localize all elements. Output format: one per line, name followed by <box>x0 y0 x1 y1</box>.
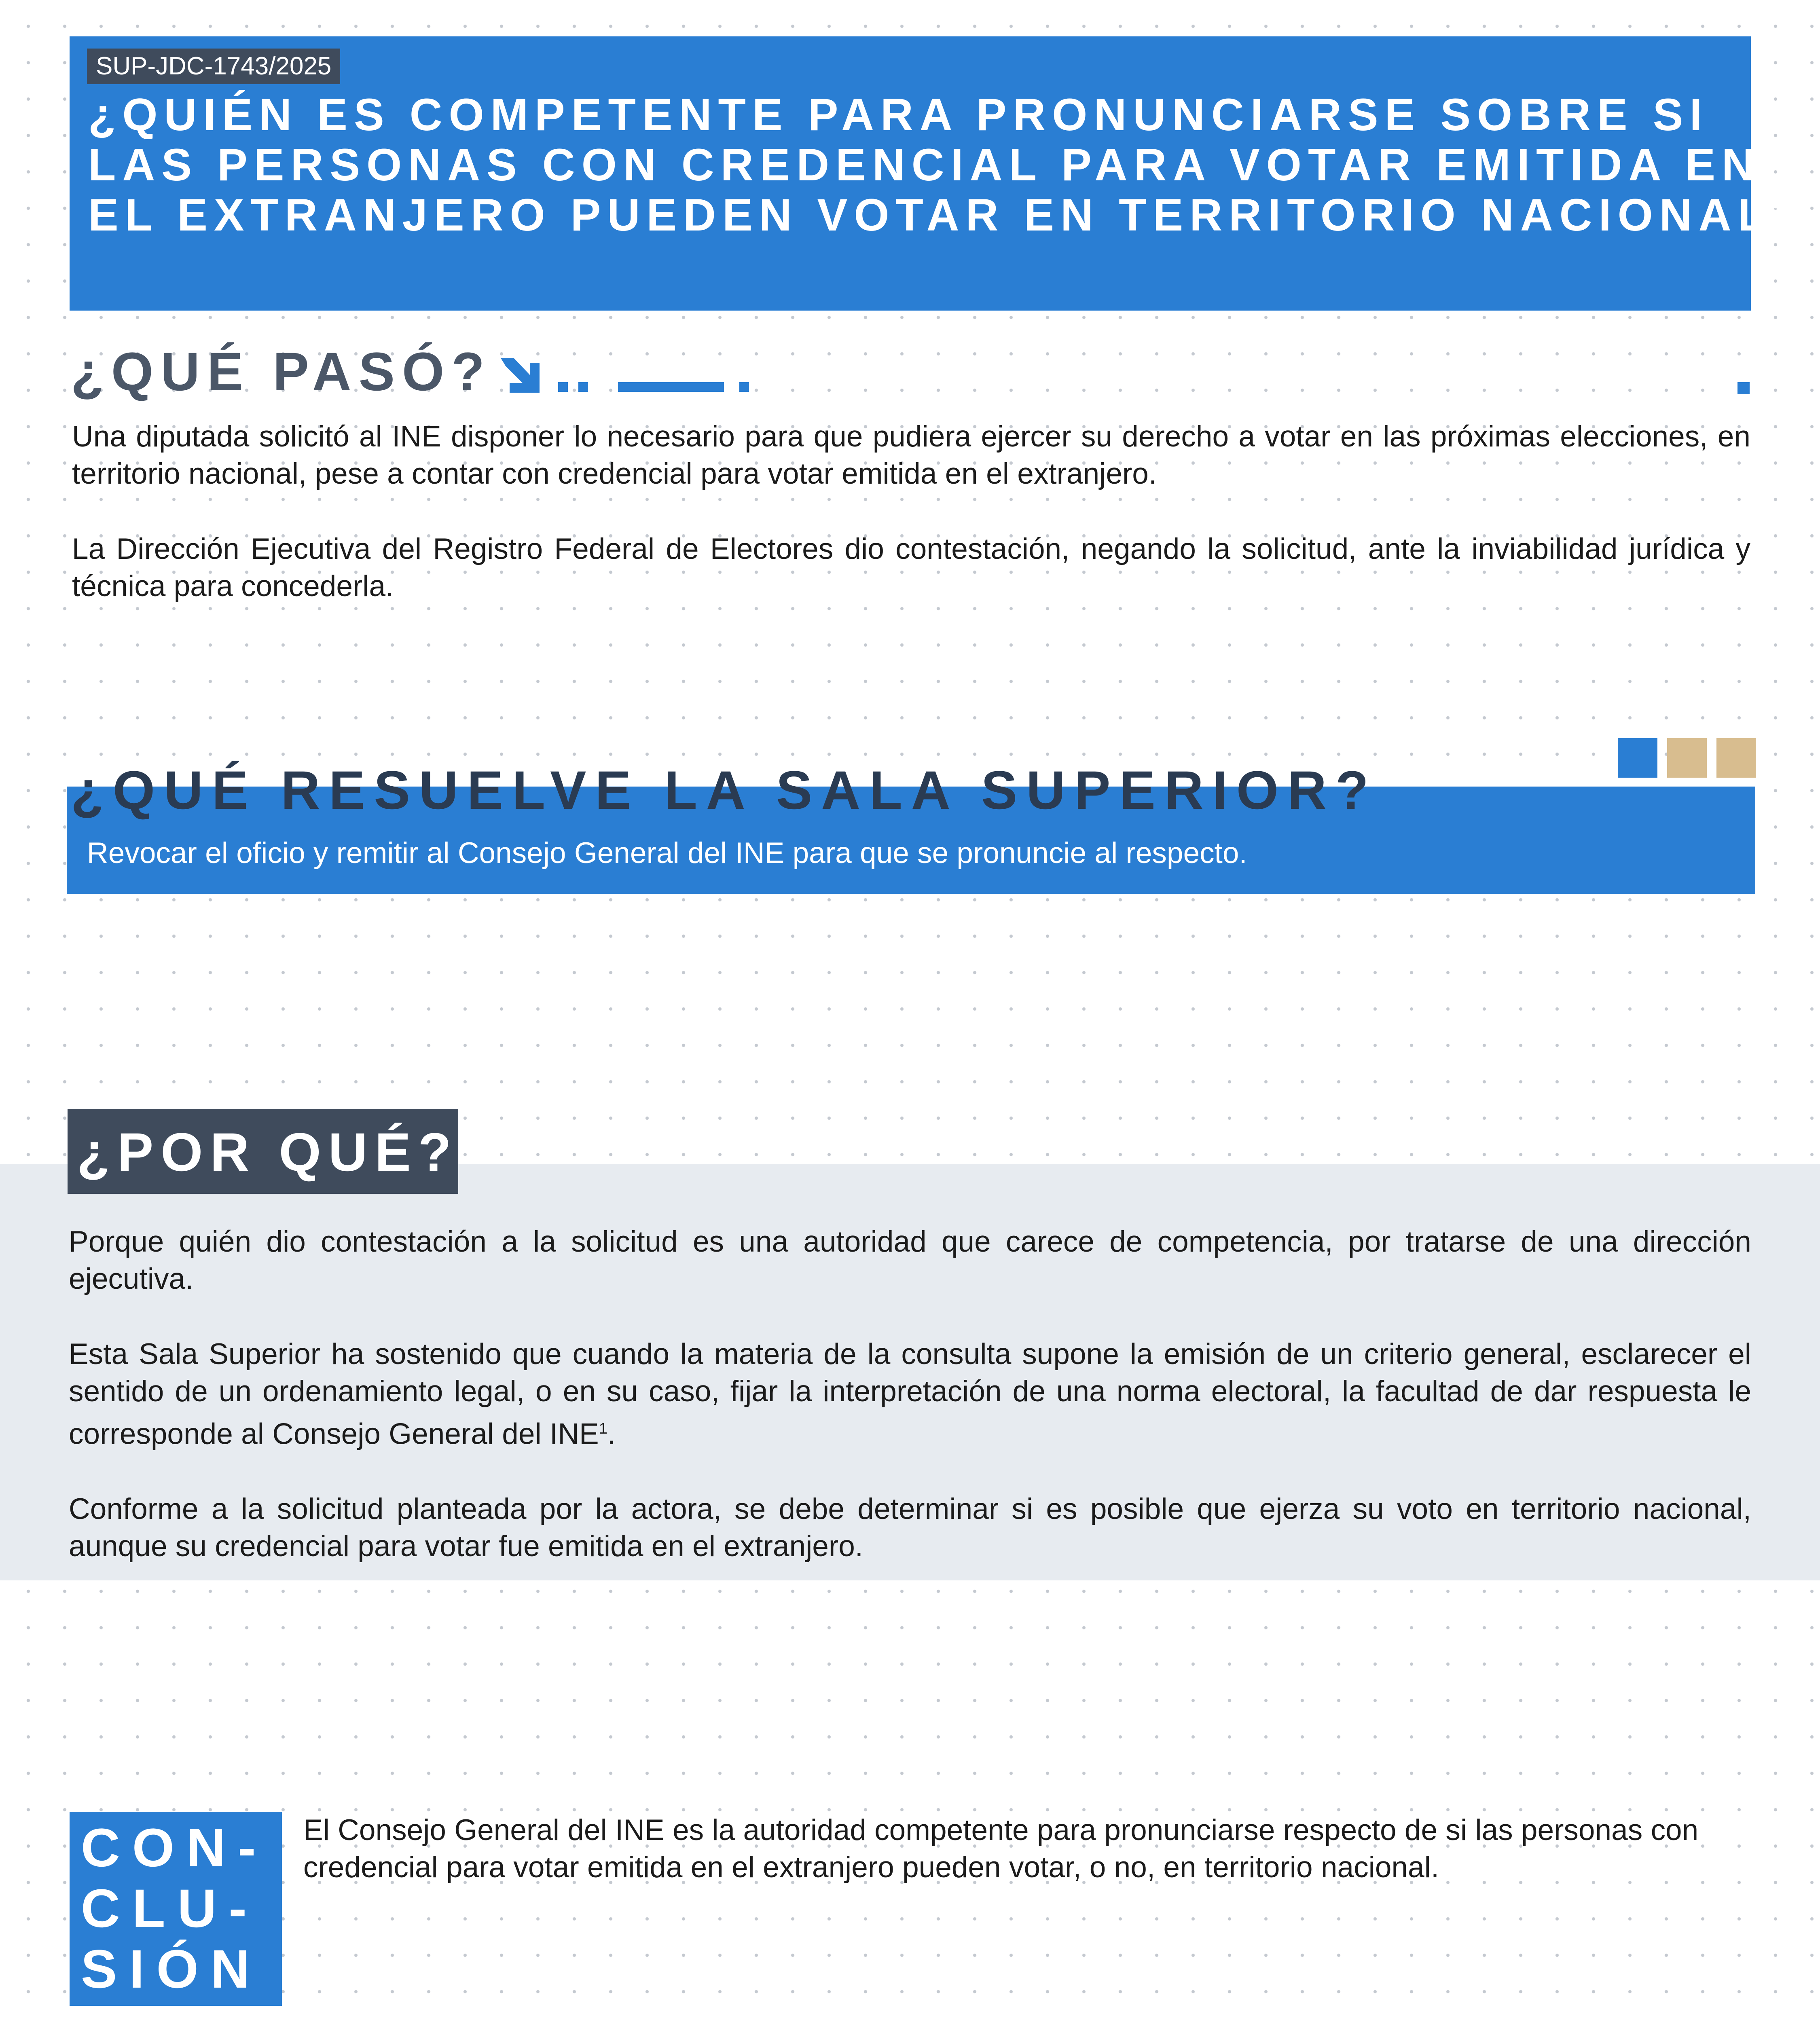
title-line-2: LAS PERSONAS CON CREDENCIAL PARA VOTAR EMITIDA EN <box>88 140 1761 190</box>
arrow-dash-decoration <box>497 354 1763 394</box>
conclusion-label-line-2: CLU- <box>81 1878 259 1939</box>
why-paragraph-2-end: . <box>607 1417 616 1451</box>
why-paragraph-2 <box>69 1336 1751 1453</box>
why-heading: ¿POR QUÉ? <box>77 1122 459 1182</box>
decor-square-gold <box>1667 738 1707 778</box>
resolution-text: Revocar el oficio y remitir al Consejo General del INE para que se pronuncie al respecto. <box>87 837 1247 869</box>
why-paragraph-1: Porque quién dio contestación a la solicitud es una autoridad que carece de competencia, por tratarse de una dirección ejecutiva. <box>69 1225 1751 1295</box>
decor-square-blue <box>1618 738 1657 778</box>
title-line-1: ¿QUIÉN ES COMPETENTE PARA PRONUNCIARSE SOBRE SI <box>88 89 1709 140</box>
what-happened-paragraph-2: La Dirección Ejecutiva del Registro Federal de Electores dio contestación, negando la solicitud, ante la inviabilidad jurídica y técnica para concederla. <box>72 533 1750 603</box>
conclusion-label <box>81 1818 268 2000</box>
why-paragraph-2-text: Esta Sala Superior ha sostenido que cuando la materia de la consulta supone la emisión de un criterio general, esclarecer el sentido de un ordenamiento legal, o en su caso, fijar la interpretación de una norma electoral, la facultad de dar respuesta le corresponde al Consejo General del INE <box>69 1338 1751 1451</box>
title-line-3: EL EXTRANJERO PUEDEN VOTAR EN TERRITORIO NACIONAL? <box>88 190 1806 240</box>
why-paragraph-3: Conforme a la solicitud planteada por la actora, se debe determinar si es posible que ejerza su voto en territorio nacional, aunque su credencial para votar fue emitida en el extranjero. <box>69 1493 1751 1563</box>
what-happened-heading: ¿QUÉ PASÓ? <box>71 342 492 402</box>
why-body <box>69 1223 1751 1603</box>
arrow-down-right-icon <box>501 358 540 393</box>
conclusion-text: El Consejo General del INE es la autoridad competente para pronunciarse respecto de si las personas con credencial para votar emitida en el extranjero pueden votar, o no, en territorio nacional. <box>303 1814 1699 1884</box>
footnote-reference: 1 <box>599 1420 607 1437</box>
decor-square-gold <box>1716 738 1756 778</box>
what-happened-paragraph-1: Una diputada solicitó al INE disponer lo necesario para que pudiera ejercer su derecho a votar en las próximas elecciones, en territorio nacional, pese a contar con credencial para votar emitida en el extranjero. <box>72 420 1750 490</box>
what-happened-body <box>72 418 1750 643</box>
resolution-heading: ¿QUÉ RESUELVE LA SALA SUPERIOR? <box>71 760 1378 821</box>
conclusion-label-line-1: CON- <box>81 1818 268 1878</box>
page-title <box>88 89 1806 240</box>
conclusion-label-line-3: SIÓN <box>81 1939 262 1999</box>
case-id-badge: SUP-JDC-1743/2025 <box>87 49 340 84</box>
